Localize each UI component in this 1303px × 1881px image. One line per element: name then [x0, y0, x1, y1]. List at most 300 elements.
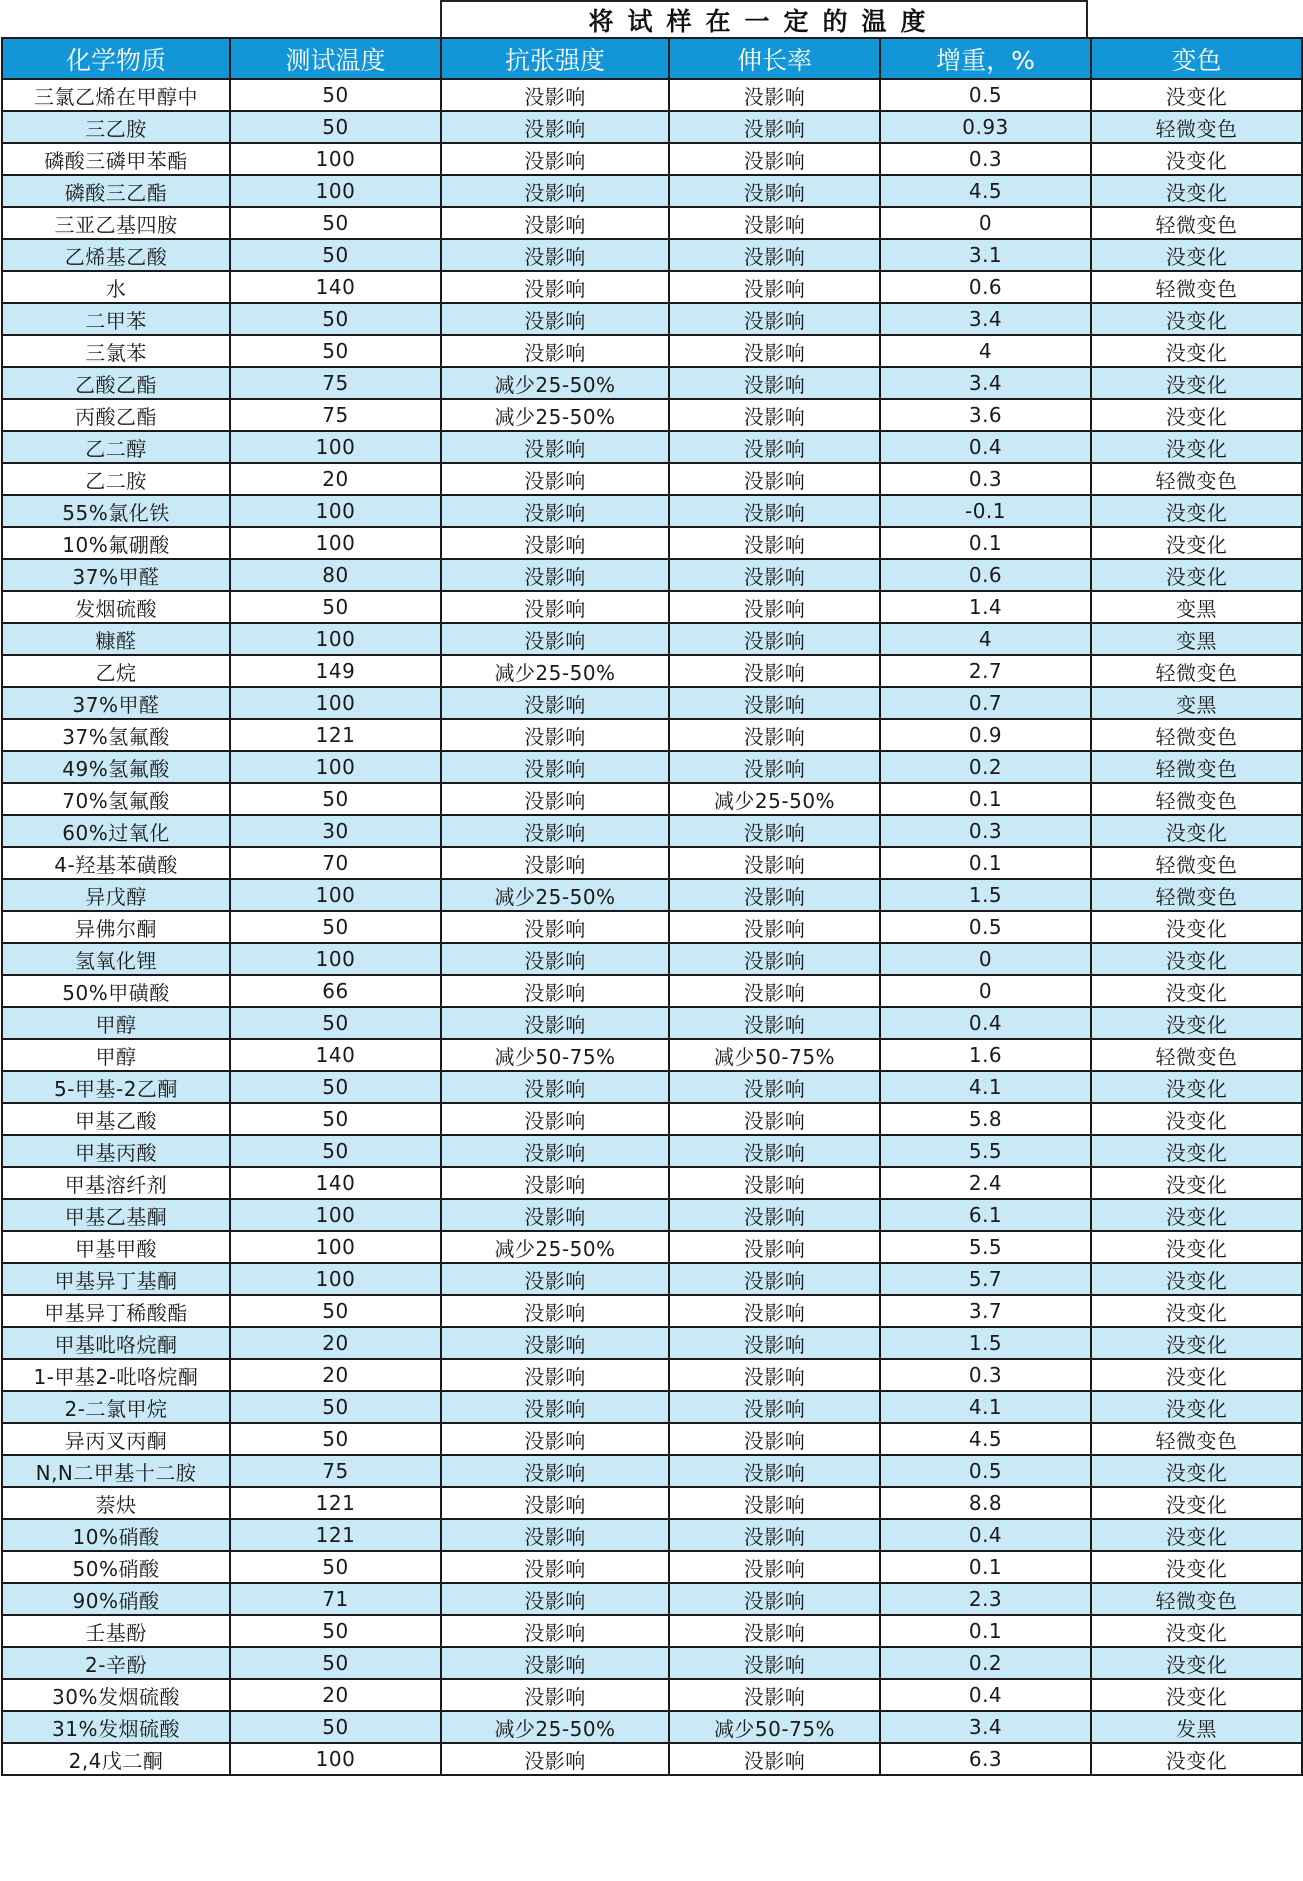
cell-tensile-strength: 没影响 — [441, 1615, 669, 1647]
cell-elongation: 没影响 — [669, 143, 880, 175]
cell-discoloration: 变黑 — [1091, 623, 1302, 655]
cell-weight-gain: 2.7 — [880, 655, 1091, 687]
cell-weight-gain: 0.9 — [880, 719, 1091, 751]
cell-tensile-strength: 没影响 — [441, 1007, 669, 1039]
cell-chemical: 三氯苯 — [2, 335, 230, 367]
cell-discoloration: 没变化 — [1091, 1295, 1302, 1327]
cell-chemical: 甲基乙酸 — [2, 1103, 230, 1135]
table-row — [2, 1007, 1302, 1039]
cell-discoloration: 轻微变色 — [1091, 847, 1302, 879]
cell-chemical: 水 — [2, 271, 230, 303]
cell-weight-gain: 3.7 — [880, 1295, 1091, 1327]
column-header-tensile-strength: 抗张强度 — [441, 38, 669, 79]
table-row — [2, 1359, 1302, 1391]
cell-chemical: 乙酸乙酯 — [2, 367, 230, 399]
cell-tensile-strength: 没影响 — [441, 1455, 669, 1487]
cell-chemical: 发烟硫酸 — [2, 591, 230, 623]
cell-tensile-strength: 减少25-50% — [441, 1711, 669, 1743]
cell-discoloration: 轻微变色 — [1091, 271, 1302, 303]
cell-chemical: 乙二醇 — [2, 431, 230, 463]
cell-weight-gain: 0.6 — [880, 559, 1091, 591]
cell-chemical: 2,4戊二酮 — [2, 1743, 230, 1775]
table-row — [2, 79, 1302, 111]
cell-discoloration: 没变化 — [1091, 1007, 1302, 1039]
chemical-resistance-table — [1, 37, 1303, 1776]
cell-test-temperature: 50 — [230, 79, 441, 111]
cell-elongation: 没影响 — [669, 1359, 880, 1391]
cell-elongation: 没影响 — [669, 1295, 880, 1327]
cell-chemical: 甲基甲酸 — [2, 1231, 230, 1263]
cell-tensile-strength: 没影响 — [441, 719, 669, 751]
cell-elongation: 没影响 — [669, 1167, 880, 1199]
cell-discoloration: 发黑 — [1091, 1711, 1302, 1743]
cell-elongation: 没影响 — [669, 1551, 880, 1583]
cell-chemical: 50%甲磺酸 — [2, 975, 230, 1007]
cell-test-temperature: 20 — [230, 1359, 441, 1391]
table-row — [2, 1103, 1302, 1135]
table-row — [2, 303, 1302, 335]
cell-test-temperature: 50 — [230, 911, 441, 943]
cell-chemical: 10%硝酸 — [2, 1519, 230, 1551]
table-row — [2, 847, 1302, 879]
cell-discoloration: 没变化 — [1091, 1167, 1302, 1199]
cell-weight-gain: 3.4 — [880, 1711, 1091, 1743]
cell-elongation: 没影响 — [669, 1103, 880, 1135]
cell-tensile-strength: 没影响 — [441, 271, 669, 303]
table-caption: 将试样在一定的温度 — [440, 0, 1088, 37]
cell-discoloration: 没变化 — [1091, 1487, 1302, 1519]
cell-discoloration: 没变化 — [1091, 815, 1302, 847]
cell-chemical: 50%硝酸 — [2, 1551, 230, 1583]
cell-elongation: 没影响 — [669, 1423, 880, 1455]
cell-test-temperature: 100 — [230, 1231, 441, 1263]
cell-chemical: 2-二氯甲烷 — [2, 1391, 230, 1423]
cell-tensile-strength: 减少25-50% — [441, 367, 669, 399]
cell-test-temperature: 100 — [230, 527, 441, 559]
cell-test-temperature: 100 — [230, 751, 441, 783]
cell-discoloration: 没变化 — [1091, 1327, 1302, 1359]
cell-chemical: 三亚乙基四胺 — [2, 207, 230, 239]
cell-test-temperature: 100 — [230, 431, 441, 463]
cell-weight-gain: 1.5 — [880, 1327, 1091, 1359]
table-row — [2, 1615, 1302, 1647]
table-row — [2, 1135, 1302, 1167]
header-row — [2, 38, 1302, 79]
cell-elongation: 没影响 — [669, 591, 880, 623]
cell-elongation: 没影响 — [669, 1743, 880, 1775]
cell-tensile-strength: 没影响 — [441, 1199, 669, 1231]
cell-weight-gain: 4.5 — [880, 175, 1091, 207]
cell-elongation: 没影响 — [669, 431, 880, 463]
cell-tensile-strength: 没影响 — [441, 1423, 669, 1455]
cell-tensile-strength: 没影响 — [441, 1263, 669, 1295]
table-header — [2, 38, 1302, 79]
cell-chemical: 乙烷 — [2, 655, 230, 687]
cell-test-temperature: 50 — [230, 1711, 441, 1743]
cell-tensile-strength: 没影响 — [441, 1071, 669, 1103]
cell-chemical: 甲基丙酸 — [2, 1135, 230, 1167]
table-row — [2, 1423, 1302, 1455]
cell-test-temperature: 66 — [230, 975, 441, 1007]
cell-weight-gain: 0.1 — [880, 783, 1091, 815]
cell-discoloration: 没变化 — [1091, 1551, 1302, 1583]
table-row — [2, 1391, 1302, 1423]
cell-elongation: 没影响 — [669, 911, 880, 943]
cell-weight-gain: 0.3 — [880, 815, 1091, 847]
cell-weight-gain: 0.1 — [880, 527, 1091, 559]
cell-chemical: 37%氢氟酸 — [2, 719, 230, 751]
cell-chemical: 二甲苯 — [2, 303, 230, 335]
cell-test-temperature: 50 — [230, 1551, 441, 1583]
cell-elongation: 没影响 — [669, 239, 880, 271]
cell-discoloration: 没变化 — [1091, 1519, 1302, 1551]
cell-weight-gain: 4.1 — [880, 1071, 1091, 1103]
cell-elongation: 没影响 — [669, 1231, 880, 1263]
cell-discoloration: 没变化 — [1091, 1263, 1302, 1295]
cell-test-temperature: 50 — [230, 335, 441, 367]
cell-discoloration: 没变化 — [1091, 399, 1302, 431]
cell-discoloration: 没变化 — [1091, 1743, 1302, 1775]
cell-elongation: 没影响 — [669, 1583, 880, 1615]
cell-elongation: 没影响 — [669, 975, 880, 1007]
table-row — [2, 143, 1302, 175]
cell-elongation: 没影响 — [669, 271, 880, 303]
cell-chemical: 甲醇 — [2, 1039, 230, 1071]
cell-discoloration: 变黑 — [1091, 687, 1302, 719]
cell-test-temperature: 100 — [230, 1743, 441, 1775]
cell-discoloration: 轻微变色 — [1091, 1423, 1302, 1455]
cell-weight-gain: 5.5 — [880, 1231, 1091, 1263]
cell-elongation: 没影响 — [669, 111, 880, 143]
cell-tensile-strength: 没影响 — [441, 1295, 669, 1327]
cell-discoloration: 没变化 — [1091, 175, 1302, 207]
cell-discoloration: 没变化 — [1091, 911, 1302, 943]
cell-test-temperature: 75 — [230, 399, 441, 431]
cell-chemical: 2-辛酚 — [2, 1647, 230, 1679]
cell-discoloration: 轻微变色 — [1091, 655, 1302, 687]
cell-tensile-strength: 没影响 — [441, 1167, 669, 1199]
cell-chemical: 壬基酚 — [2, 1615, 230, 1647]
cell-discoloration: 轻微变色 — [1091, 719, 1302, 751]
cell-chemical: 60%过氧化 — [2, 815, 230, 847]
cell-tensile-strength: 没影响 — [441, 591, 669, 623]
cell-weight-gain: 6.3 — [880, 1743, 1091, 1775]
cell-test-temperature: 50 — [230, 1135, 441, 1167]
table-row — [2, 1743, 1302, 1775]
cell-chemical: 37%甲醛 — [2, 559, 230, 591]
cell-tensile-strength: 减少25-50% — [441, 399, 669, 431]
cell-test-temperature: 100 — [230, 495, 441, 527]
cell-elongation: 没影响 — [669, 1615, 880, 1647]
cell-chemical: 90%硝酸 — [2, 1583, 230, 1615]
cell-test-temperature: 50 — [230, 1391, 441, 1423]
cell-test-temperature: 50 — [230, 1007, 441, 1039]
cell-chemical: 10%氟硼酸 — [2, 527, 230, 559]
cell-weight-gain: 0.5 — [880, 1455, 1091, 1487]
cell-elongation: 没影响 — [669, 303, 880, 335]
cell-test-temperature: 149 — [230, 655, 441, 687]
cell-elongation: 没影响 — [669, 1007, 880, 1039]
cell-elongation: 没影响 — [669, 335, 880, 367]
table-row — [2, 495, 1302, 527]
cell-elongation: 没影响 — [669, 655, 880, 687]
cell-elongation: 没影响 — [669, 495, 880, 527]
cell-chemical: 甲醇 — [2, 1007, 230, 1039]
table-row — [2, 1327, 1302, 1359]
cell-weight-gain: 0.4 — [880, 1519, 1091, 1551]
column-header-chemical: 化学物质 — [2, 38, 230, 79]
cell-weight-gain: 6.1 — [880, 1199, 1091, 1231]
cell-discoloration: 轻微变色 — [1091, 463, 1302, 495]
cell-discoloration: 没变化 — [1091, 975, 1302, 1007]
cell-tensile-strength: 没影响 — [441, 1327, 669, 1359]
cell-weight-gain: 1.6 — [880, 1039, 1091, 1071]
cell-discoloration: 轻微变色 — [1091, 1039, 1302, 1071]
cell-tensile-strength: 没影响 — [441, 1519, 669, 1551]
cell-tensile-strength: 没影响 — [441, 303, 669, 335]
cell-discoloration: 没变化 — [1091, 1103, 1302, 1135]
cell-test-temperature: 140 — [230, 1167, 441, 1199]
table-row — [2, 1167, 1302, 1199]
table-row — [2, 527, 1302, 559]
table-row — [2, 1583, 1302, 1615]
cell-chemical: 糠醛 — [2, 623, 230, 655]
table-row — [2, 1647, 1302, 1679]
table-row — [2, 1295, 1302, 1327]
cell-tensile-strength: 没影响 — [441, 1551, 669, 1583]
cell-discoloration: 没变化 — [1091, 431, 1302, 463]
table-body — [2, 79, 1302, 1775]
cell-test-temperature: 75 — [230, 367, 441, 399]
cell-test-temperature: 30 — [230, 815, 441, 847]
table-row — [2, 335, 1302, 367]
cell-weight-gain: 5.8 — [880, 1103, 1091, 1135]
cell-discoloration: 没变化 — [1091, 495, 1302, 527]
cell-chemical: 异戊醇 — [2, 879, 230, 911]
cell-weight-gain: 0.3 — [880, 1359, 1091, 1391]
cell-test-temperature: 70 — [230, 847, 441, 879]
cell-tensile-strength: 没影响 — [441, 943, 669, 975]
cell-weight-gain: 4 — [880, 335, 1091, 367]
table-row — [2, 1487, 1302, 1519]
cell-chemical: 异丙叉丙酮 — [2, 1423, 230, 1455]
cell-discoloration: 没变化 — [1091, 143, 1302, 175]
cell-tensile-strength: 没影响 — [441, 1359, 669, 1391]
cell-tensile-strength: 没影响 — [441, 143, 669, 175]
cell-discoloration: 没变化 — [1091, 943, 1302, 975]
cell-tensile-strength: 减少25-50% — [441, 879, 669, 911]
cell-weight-gain: 0.3 — [880, 463, 1091, 495]
cell-test-temperature: 50 — [230, 1423, 441, 1455]
cell-discoloration: 没变化 — [1091, 1071, 1302, 1103]
cell-discoloration: 没变化 — [1091, 1647, 1302, 1679]
cell-discoloration: 没变化 — [1091, 239, 1302, 271]
cell-tensile-strength: 没影响 — [441, 463, 669, 495]
cell-weight-gain: 0.7 — [880, 687, 1091, 719]
cell-chemical: 甲基异丁基酮 — [2, 1263, 230, 1295]
cell-discoloration: 没变化 — [1091, 303, 1302, 335]
cell-discoloration: 轻微变色 — [1091, 783, 1302, 815]
cell-chemical: 70%氢氟酸 — [2, 783, 230, 815]
cell-tensile-strength: 减少25-50% — [441, 1231, 669, 1263]
cell-chemical: 5-甲基-2乙酮 — [2, 1071, 230, 1103]
cell-elongation: 没影响 — [669, 175, 880, 207]
cell-discoloration: 没变化 — [1091, 527, 1302, 559]
cell-chemical: 甲基异丁稀酸酯 — [2, 1295, 230, 1327]
cell-chemical: 55%氯化铁 — [2, 495, 230, 527]
table-row — [2, 1263, 1302, 1295]
cell-discoloration: 没变化 — [1091, 1199, 1302, 1231]
cell-tensile-strength: 没影响 — [441, 815, 669, 847]
cell-tensile-strength: 没影响 — [441, 623, 669, 655]
cell-elongation: 没影响 — [669, 527, 880, 559]
cell-weight-gain: -0.1 — [880, 495, 1091, 527]
cell-discoloration: 变黑 — [1091, 591, 1302, 623]
cell-elongation: 没影响 — [669, 1135, 880, 1167]
cell-test-temperature: 80 — [230, 559, 441, 591]
cell-chemical: 磷酸三乙酯 — [2, 175, 230, 207]
table-row — [2, 1199, 1302, 1231]
cell-elongation: 减少25-50% — [669, 783, 880, 815]
cell-chemical: 1-甲基2-吡咯烷酮 — [2, 1359, 230, 1391]
cell-elongation: 没影响 — [669, 1487, 880, 1519]
cell-elongation: 没影响 — [669, 1327, 880, 1359]
cell-test-temperature: 50 — [230, 783, 441, 815]
cell-tensile-strength: 没影响 — [441, 79, 669, 111]
cell-elongation: 没影响 — [669, 751, 880, 783]
cell-weight-gain: 2.3 — [880, 1583, 1091, 1615]
cell-tensile-strength: 减少25-50% — [441, 655, 669, 687]
table-row — [2, 399, 1302, 431]
cell-test-temperature: 20 — [230, 1327, 441, 1359]
cell-weight-gain: 0.6 — [880, 271, 1091, 303]
cell-test-temperature: 100 — [230, 1263, 441, 1295]
cell-chemical: 异佛尔酮 — [2, 911, 230, 943]
cell-chemical: 三氯乙烯在甲醇中 — [2, 79, 230, 111]
cell-test-temperature: 100 — [230, 1199, 441, 1231]
cell-test-temperature: 50 — [230, 591, 441, 623]
table-row — [2, 463, 1302, 495]
cell-weight-gain: 0.4 — [880, 1007, 1091, 1039]
cell-chemical: 氢氧化锂 — [2, 943, 230, 975]
table-row — [2, 783, 1302, 815]
cell-weight-gain: 0.5 — [880, 79, 1091, 111]
cell-test-temperature: 121 — [230, 719, 441, 751]
cell-test-temperature: 71 — [230, 1583, 441, 1615]
cell-discoloration: 没变化 — [1091, 367, 1302, 399]
cell-weight-gain: 0.1 — [880, 1615, 1091, 1647]
cell-tensile-strength: 没影响 — [441, 1743, 669, 1775]
table-row — [2, 623, 1302, 655]
cell-elongation: 没影响 — [669, 1199, 880, 1231]
cell-test-temperature: 100 — [230, 175, 441, 207]
cell-weight-gain: 1.4 — [880, 591, 1091, 623]
table-row — [2, 911, 1302, 943]
cell-elongation: 没影响 — [669, 687, 880, 719]
cell-test-temperature: 100 — [230, 879, 441, 911]
cell-elongation: 没影响 — [669, 1455, 880, 1487]
cell-test-temperature: 121 — [230, 1519, 441, 1551]
cell-weight-gain: 0.4 — [880, 431, 1091, 463]
cell-tensile-strength: 没影响 — [441, 495, 669, 527]
cell-elongation: 没影响 — [669, 463, 880, 495]
cell-tensile-strength: 没影响 — [441, 1647, 669, 1679]
cell-tensile-strength: 没影响 — [441, 1583, 669, 1615]
table-row — [2, 719, 1302, 751]
cell-weight-gain: 1.5 — [880, 879, 1091, 911]
table-row — [2, 655, 1302, 687]
cell-test-temperature: 100 — [230, 687, 441, 719]
cell-elongation: 没影响 — [669, 207, 880, 239]
cell-elongation: 没影响 — [669, 399, 880, 431]
cell-tensile-strength: 没影响 — [441, 111, 669, 143]
cell-chemical: 三乙胺 — [2, 111, 230, 143]
cell-discoloration: 轻微变色 — [1091, 1583, 1302, 1615]
table-row — [2, 591, 1302, 623]
column-header-elongation: 伸长率 — [669, 38, 880, 79]
table-row — [2, 751, 1302, 783]
cell-weight-gain: 3.6 — [880, 399, 1091, 431]
cell-discoloration: 没变化 — [1091, 1135, 1302, 1167]
column-header-discoloration: 变色 — [1091, 38, 1302, 79]
cell-test-temperature: 50 — [230, 303, 441, 335]
cell-chemical: 4-羟基苯磺酸 — [2, 847, 230, 879]
cell-weight-gain: 3.4 — [880, 303, 1091, 335]
cell-test-temperature: 75 — [230, 1455, 441, 1487]
cell-tensile-strength: 减少50-75% — [441, 1039, 669, 1071]
cell-test-temperature: 50 — [230, 1615, 441, 1647]
cell-tensile-strength: 没影响 — [441, 1103, 669, 1135]
cell-weight-gain: 0.93 — [880, 111, 1091, 143]
cell-tensile-strength: 没影响 — [441, 335, 669, 367]
cell-weight-gain: 2.4 — [880, 1167, 1091, 1199]
cell-test-temperature: 50 — [230, 1071, 441, 1103]
cell-tensile-strength: 没影响 — [441, 175, 669, 207]
table-row — [2, 111, 1302, 143]
cell-chemical: 丙酸乙酯 — [2, 399, 230, 431]
cell-elongation: 没影响 — [669, 559, 880, 591]
cell-chemical: 乙烯基乙酸 — [2, 239, 230, 271]
cell-weight-gain: 5.7 — [880, 1263, 1091, 1295]
cell-tensile-strength: 没影响 — [441, 687, 669, 719]
cell-weight-gain: 4 — [880, 623, 1091, 655]
cell-weight-gain: 0.2 — [880, 751, 1091, 783]
cell-test-temperature: 100 — [230, 143, 441, 175]
cell-weight-gain: 0 — [880, 943, 1091, 975]
cell-weight-gain: 0.2 — [880, 1647, 1091, 1679]
cell-test-temperature: 20 — [230, 1679, 441, 1711]
cell-tensile-strength: 没影响 — [441, 1679, 669, 1711]
cell-chemical: 萘炔 — [2, 1487, 230, 1519]
cell-discoloration: 没变化 — [1091, 1231, 1302, 1263]
cell-tensile-strength: 没影响 — [441, 239, 669, 271]
cell-weight-gain: 0.3 — [880, 143, 1091, 175]
cell-weight-gain: 3.1 — [880, 239, 1091, 271]
cell-elongation: 没影响 — [669, 847, 880, 879]
cell-elongation: 减少50-75% — [669, 1039, 880, 1071]
cell-weight-gain: 3.4 — [880, 367, 1091, 399]
cell-discoloration: 没变化 — [1091, 1615, 1302, 1647]
cell-weight-gain: 0 — [880, 975, 1091, 1007]
cell-discoloration: 没变化 — [1091, 1391, 1302, 1423]
cell-chemical: 甲基溶纤剂 — [2, 1167, 230, 1199]
cell-discoloration: 轻微变色 — [1091, 111, 1302, 143]
cell-elongation: 没影响 — [669, 623, 880, 655]
table-row — [2, 175, 1302, 207]
cell-test-temperature: 50 — [230, 239, 441, 271]
cell-weight-gain: 8.8 — [880, 1487, 1091, 1519]
table-row — [2, 975, 1302, 1007]
